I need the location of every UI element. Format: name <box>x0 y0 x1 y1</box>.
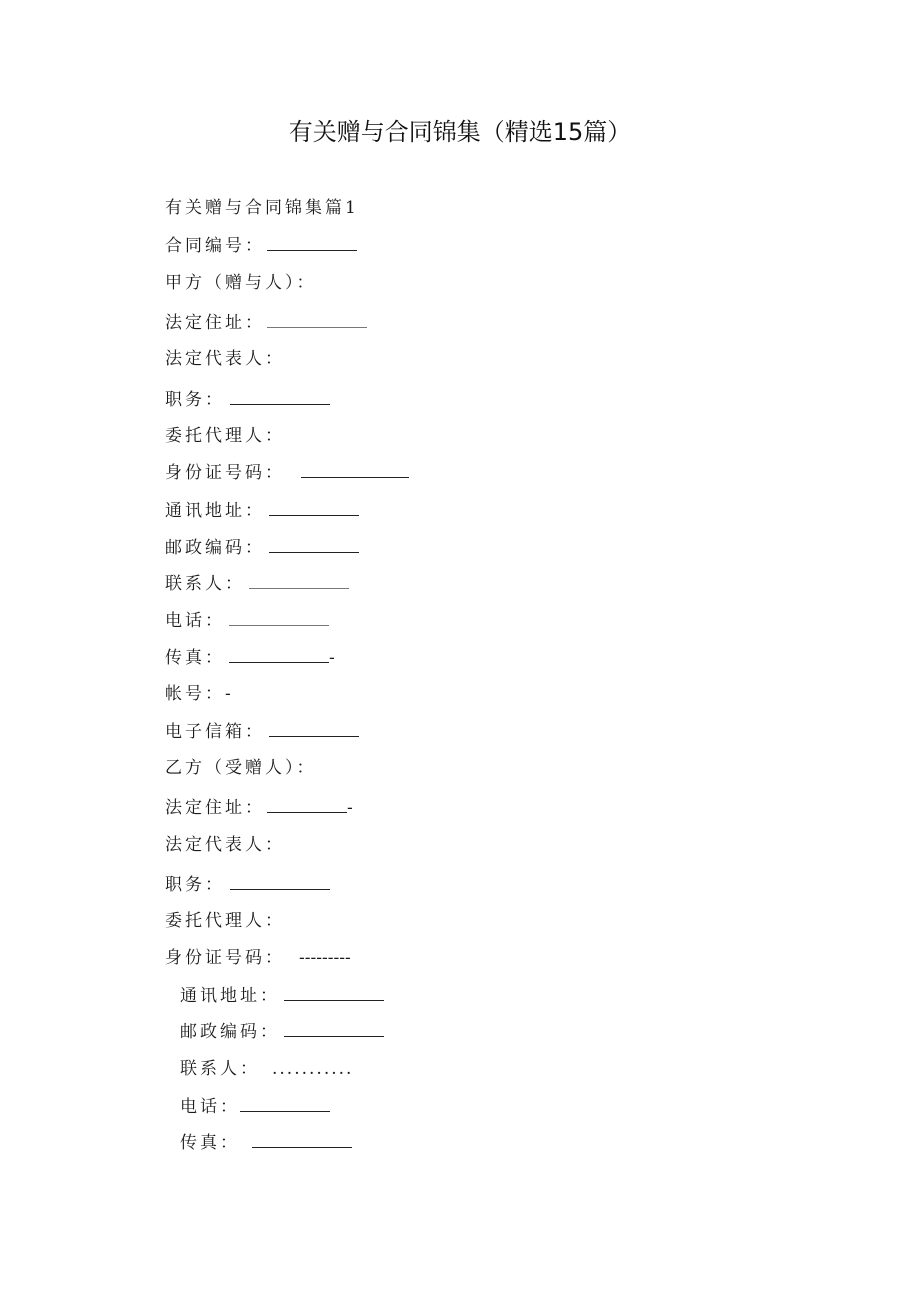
fax-line <box>165 647 335 669</box>
contract-number-line <box>165 235 357 257</box>
fill-blank <box>230 875 330 890</box>
id-number-line <box>165 462 409 484</box>
fill-blank <box>229 648 329 663</box>
field-label: 职务： <box>165 390 225 410</box>
field-label: 邮政编码： <box>165 538 265 558</box>
fill-blank <box>249 574 349 589</box>
fill-blank <box>267 313 367 328</box>
fill-blank <box>230 390 330 405</box>
postal-code-line <box>165 537 359 559</box>
id-dashes: --------- <box>299 948 351 968</box>
legal-representative-line: 法定代表人： <box>165 349 285 369</box>
legal-representative-line: 法定代表人： <box>165 835 285 855</box>
agent-line: 委托代理人： <box>165 426 285 446</box>
account-line: 帐号：- <box>165 684 234 704</box>
field-label: 通讯地址： <box>180 986 280 1006</box>
field-label: 通讯地址： <box>165 501 265 521</box>
fill-blank <box>284 986 384 1001</box>
field-label: 身份证号码： <box>165 948 285 968</box>
field-label: 联系人： <box>165 574 245 594</box>
agent-line: 委托代理人： <box>165 911 285 931</box>
field-label: 法定住址： <box>165 798 265 818</box>
fill-blank <box>284 1022 384 1037</box>
fill-blank <box>269 501 359 516</box>
fill-blank <box>267 236 357 251</box>
contact-dots: ........... <box>272 1059 354 1079</box>
email-line <box>165 721 359 743</box>
address-line <box>165 312 367 334</box>
field-label: 联系人： <box>180 1059 260 1079</box>
fill-blank <box>252 1133 352 1148</box>
contact-line <box>165 573 349 595</box>
postal-code-line <box>180 1021 384 1043</box>
fill-dash <box>373 466 409 478</box>
fax-line <box>180 1132 352 1154</box>
phone-line <box>165 610 329 632</box>
fill-blank <box>269 722 359 737</box>
trailing-dash: - <box>329 648 335 668</box>
fill-blank <box>267 798 347 813</box>
contact-line <box>180 1058 353 1080</box>
field-label: 法定住址： <box>165 313 265 333</box>
field-label: 电话： <box>180 1097 240 1117</box>
fill-blank <box>240 1097 330 1112</box>
document-title: 有关赠与合同锦集（精选15篇） <box>288 118 632 146</box>
position-line <box>165 389 330 411</box>
field-label: 邮政编码： <box>180 1022 280 1042</box>
field-label: 身份证号码： <box>165 463 285 483</box>
party-a-heading: 甲方（赠与人）： <box>165 273 317 293</box>
section-heading: 有关赠与合同锦集篇1 <box>165 198 359 218</box>
id-number-line <box>165 947 351 969</box>
field-label: 电话： <box>165 611 225 631</box>
phone-line <box>180 1096 330 1118</box>
address-line <box>165 797 353 819</box>
field-label: 职务： <box>165 875 225 895</box>
field-label: 合同编号： <box>165 236 265 256</box>
field-label: 电子信箱： <box>165 722 265 742</box>
field-label: 传真： <box>180 1133 240 1153</box>
position-line <box>165 874 330 896</box>
field-label: 传真： <box>165 648 225 668</box>
mailing-address-line <box>180 985 384 1007</box>
trailing-dash: - <box>347 798 353 818</box>
fill-blank <box>269 538 359 553</box>
party-b-heading: 乙方（受赠人）： <box>165 758 317 778</box>
mailing-address-line <box>165 500 359 522</box>
fill-blank <box>301 463 373 478</box>
fill-blank <box>229 611 329 626</box>
